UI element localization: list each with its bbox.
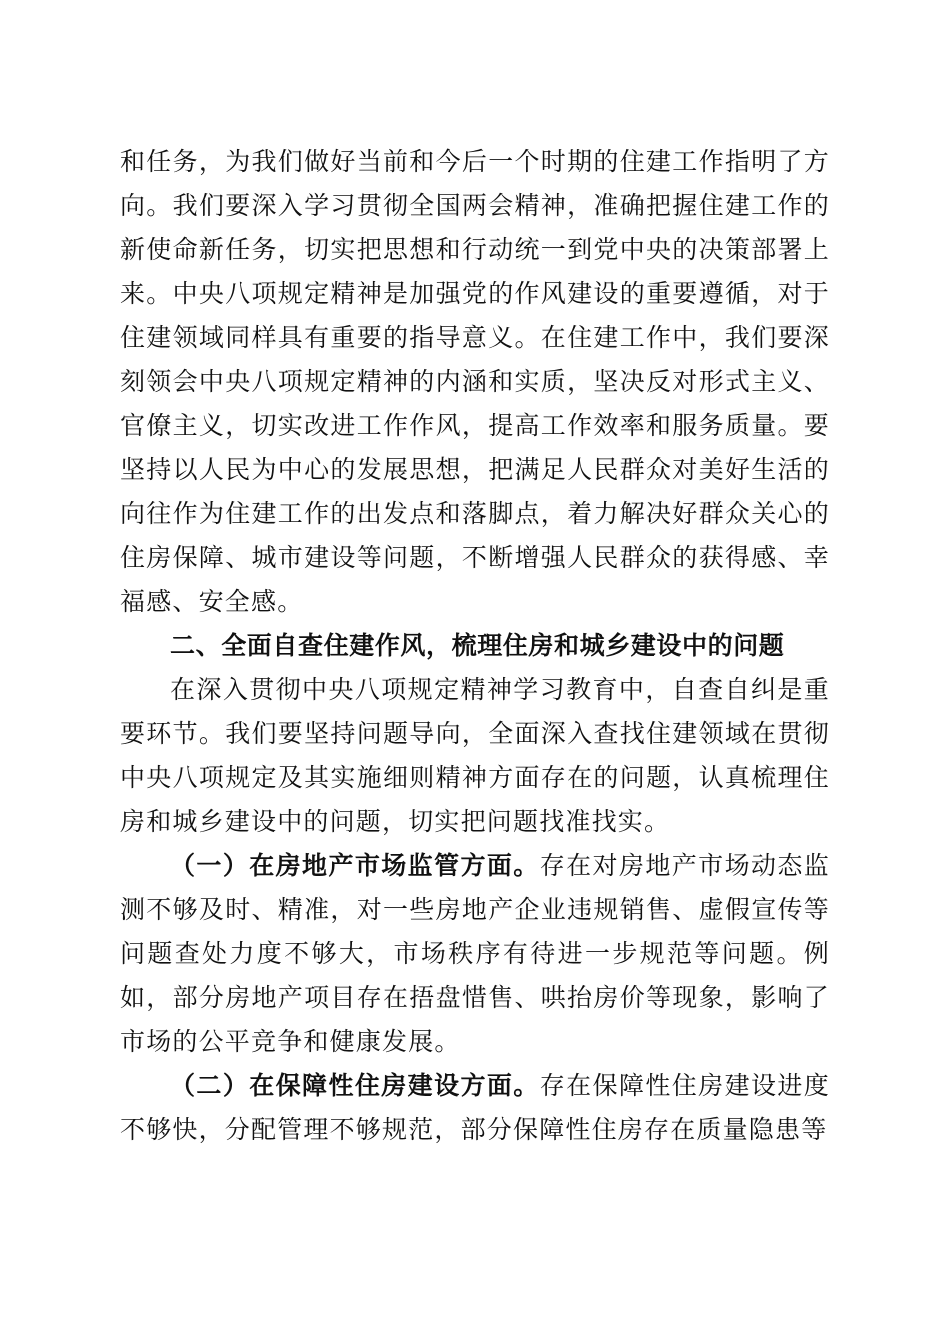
item-lead-2: （二）在保障性住房建设方面。 [170, 1071, 540, 1100]
item-paragraph-1 [120, 844, 830, 1064]
section-heading: 二、全面自查住建作风，梳理住房和城乡建设中的问题 [170, 631, 785, 660]
document-body [120, 140, 830, 1152]
item-paragraph-2 [120, 1064, 830, 1152]
section-intro-paragraph: 在深入贯彻中央八项规定精神学习教育中，自查自纠是重要环节。我们要坚持问题导向，全面深入查找住建领域在贯彻中央八项规定及其实施细则精神方面存在的问题，认真梳理住房和城乡建设中的问题，切实把问题找准找实。 [120, 675, 830, 836]
item-lead-1: （一）在房地产市场监管方面。 [170, 851, 540, 880]
body-paragraph: 和任务，为我们做好当前和今后一个时期的住建工作指明了方向。我们要深入学习贯彻全国两会精神，准确把握住建工作的新使命新任务，切实把思想和行动统一到党中央的决策部署上来。中央八项规定精神是加强党的作风建设的重要遵循，对于住建领域同样具有重要的指导意义。在住建工作中，我们要深刻领会中央八项规定精神的内涵和实质，坚决反对形式主义、官僚主义，切实改进工作作风，提高工作效率和服务质量。要坚持以人民为中心的发展思想，把满足人民群众对美好生活的向往作为住建工作的出发点和落脚点，着力解决好群众关心的住房保障、城市建设等问题，不断增强人民群众的获得感、幸福感、安全感。 [120, 147, 830, 616]
item-text-2: 存在保障性住房建设进度不够快，分配管理不够规范，部分保障性住房存在质量隐患等 [120, 1071, 830, 1144]
item-text-1: 存在对房地产市场动态监测不够及时、精准，对一些房地产企业违规销售、虚假宣传等问题查处力度不够大，市场秩序有待进一步规范等问题。例如，部分房地产项目存在捂盘惜售、哄抬房价等现象，影响了市场的公平竞争和健康发展。 [120, 851, 830, 1056]
